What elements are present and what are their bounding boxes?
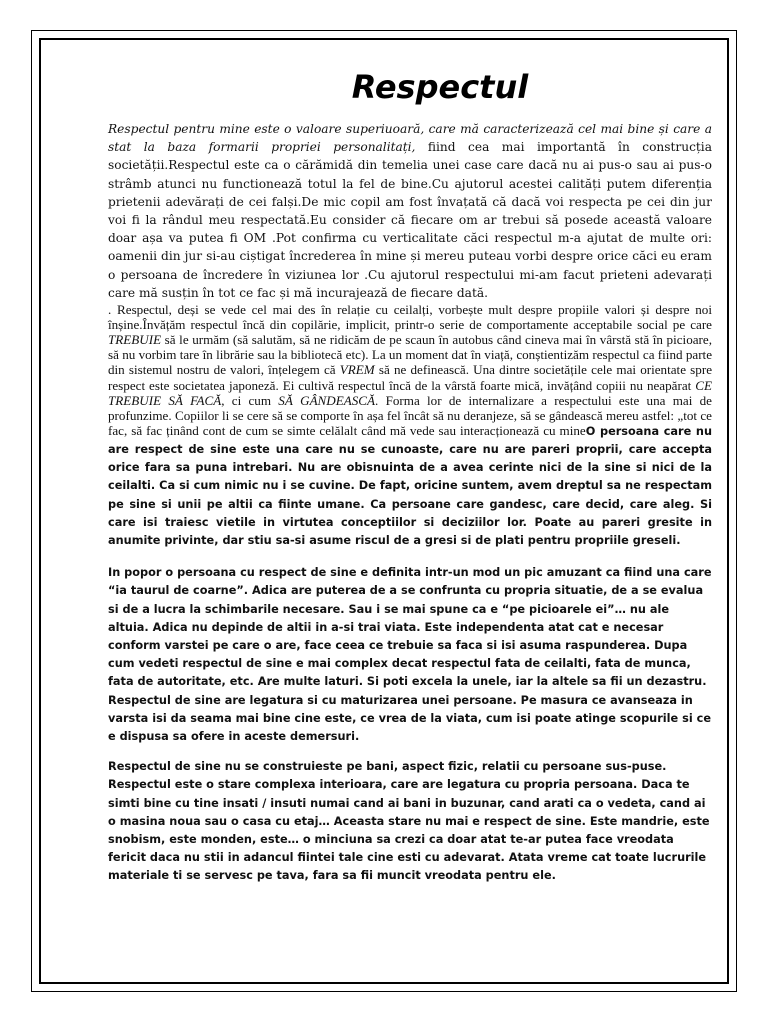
- paragraph-2-text-4: , ci cum: [221, 392, 279, 408]
- paragraph-2-emphasis-4: SĂ GÂNDEASCĂ: [278, 392, 376, 408]
- paragraph-2-text-5: . Forma lor de internalizare a respectului este una mai de profunzime. Copiilor li se cere să se comporte în așa fel încât să nu deranjeze, să se gândească mereu astfel: „tot ce fac, să fac ținând cont de cum se simte celălalt când mă vede sau interacționează cu mine: [108, 392, 712, 438]
- paragraph-2-emphasis-1: TREBUIE: [108, 332, 162, 348]
- paragraph-3: In popor o persoana cu respect de sine e definita intr-un mod un pic amuzant ca fiind una care “ia taurul de coarne”. Adica are puterea de a se confrunta cu propria situatie, de a se evalua si de a lucra la schimbarile necesare. Sau i se mai spune ca e “pe picioarele ei”… nu ale altuia. Adica nu depinde de altii in a-si trai viata. Este independenta atat cat e necesar conform varstei pe care o are, face ceea ce trebuie sa faca si isi asuma raspunderea. Dupa cum vedeti respectul de sine e mai complex decat respectul fata de ceilalti, fata de munca, fata de autoritate, etc. Are multe laturi. Si poti excela la unele, iar la altele sa fii un dezastru. Respectul de sine are legatura si cu maturizarea unei persoane. Pe masura ce avanseaza in varsta isi da seama mai bine cine este, ce vrea de la viata, cum isi poate atinge scopurile si ce e dispusa sa ofere in aceste demersuri.: [108, 566, 712, 744]
- paragraph-2-text-3: să ne definească. Una dintre societățile cele mai orientate spre respect este societatea japoneză. Ei cultivă respectul încă de la vârstă foarte mică, invățând copiii nu neapărat: [108, 362, 712, 393]
- paragraph-2: [108, 302, 712, 550]
- paragraph-1: [108, 120, 712, 302]
- paragraph-1-italic: Respectul pentru mine este o valoare superiuoară, care mă caracterizează cel mai bine și care a stat la baza formarii propriei personalitați,: [108, 122, 712, 155]
- document-body: [108, 68, 712, 886]
- paragraph-2-text-1: . Respectul, deși se vede cel mai des în relație cu ceilalți, vorbește mult despre propiile valori și despre noi înșine.Învățăm respectul încă din copilărie, implicit, printr-o serie de comportamente acceptabile social pe care: [108, 302, 712, 333]
- paragraph-1-text: fiind cea mai importantă în construcția societății.Respectul este ca o cărămidă din temelia unei case care dacă nu ai pus-o sau ai pus-o strâmb atunci nu functionează totul la fel de bine.Cu ajutorul acestei calități putem diferenția prietenii adevărați de cei falși.De mic copil am fost învațată că dacă voi respecta pe cei din jur voi fi la rândul meu respectată.Eu consider că fiecare om ar trebui să posede această valoare doar așa va putea fi OM .Pot confirma cu verticalitate căci respectul m-a ajutat de multe ori: oamenii din jur si-au ciștigat încrederea în mine și mereu puteau vorbi despre orice căci eu eram o persoana de încredere în viziunea lor .Cu ajutorul respectului mi-am facut prieteni adevarați care mă susțin în tot ce fac și mă incurajează de fiecare dată.: [108, 140, 712, 300]
- paragraph-2-text-2: să le urmăm (să salutăm, să ne ridicăm de pe scaun în autobus când cineva mai în vârstă stă în picioare, să nu vorbim tare în librărie sau la bibliotecă etc). La un moment dat în viață, conștientizăm respectul ca fiind parte din sistemul nostru de valori, înțelegem că: [108, 332, 712, 378]
- document-title: Respectul: [351, 68, 529, 106]
- paragraph-2-emphasis-3: CE TREBUIE SĂ FACĂ: [108, 377, 712, 408]
- paragraph-2-bold: O persoana care nu are respect de sine este una care nu se cunoaste, care nu are pareri proprii, care accepta orice fara sa puna intrebari. Nu are obisnuinta de a avea cerinte nici de la sine si nici de la ceilalti. Ca si cum nimic nu i se cuvine. De fapt, oricine suntem, avem dreptul sa ne respectam pe sine si unii pe altii ca fiinte umane. Ca persoane care gandesc, care decid, care aleg. Si care isi traiesc vietile in virtutea conceptiilor si deciziilor lor. Poate au pareri gresite in anumite privinte, dar stiu sa-si asume riscul de a gresi si de plati pentru propriile greseli.: [108, 424, 712, 547]
- paragraph-4: Respectul de sine nu se construieste pe bani, aspect fizic, relatii cu persoane sus-puse. Respectul este o stare complexa interioara, care are legatura cu propria persoana. Daca te simti bine cu tine insati / insuti numai cand ai bani in buzunar, cand arati ca o vedeta, cand ai o masina noua sau o casa cu etaj… Aceasta stare nu mai e respect de sine. Este mandrie, este snobism, este monden, este… o minciuna sa crezi ca doar atat te-ar putea face vreodata fericit daca nu stii in adancul fiintei tale cine esti cu adevarat. Atata vreme cat toate lucrurile materiale ti se servesc pe tava, fara sa fii muncit vreodata pentru ele.: [108, 760, 710, 883]
- paragraph-2-emphasis-2: VREM: [339, 362, 375, 378]
